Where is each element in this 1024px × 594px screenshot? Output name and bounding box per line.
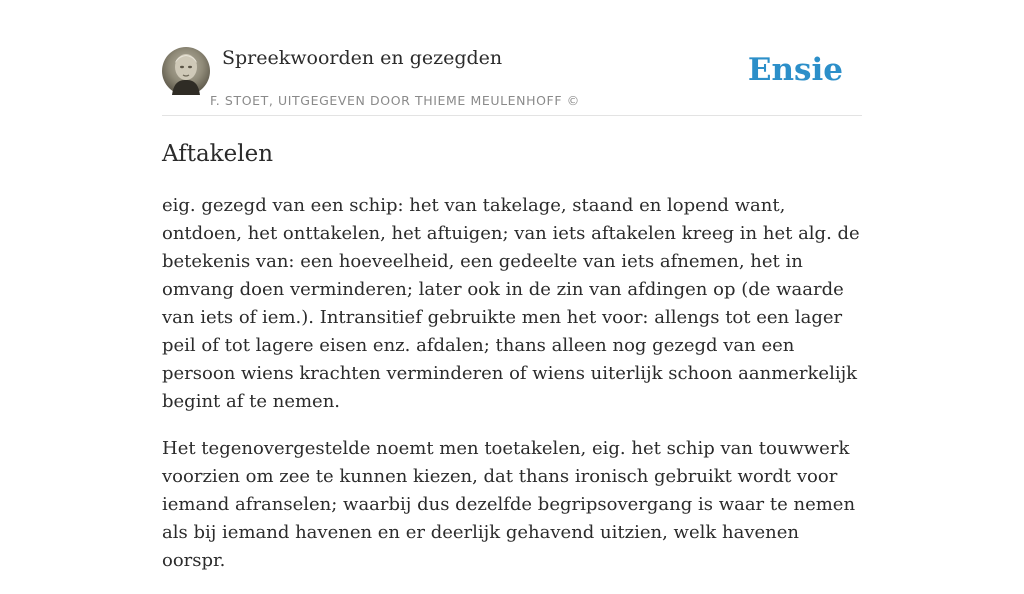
book-title[interactable]: Spreekwoorden en gezegden bbox=[222, 47, 503, 69]
author-avatar[interactable] bbox=[162, 47, 210, 95]
author-portrait-icon bbox=[162, 47, 210, 95]
entry-paragraph: Het tegenovergestelde noemt men toetakelen, eig. het schip van touwwerk voorzien om zee te kunnen kiezen, dat thans ironisch gebruikt wordt voor iemand afranselen; waarbij dus dezelfde begripsovergang is waar te nemen als bij iemand havenen en er deerlijk gehavend uitzien, welk havenen oorspr. bbox=[162, 438, 856, 571]
entry-paragraph: eig. gezegd van een schip: het van takelage, staand en lopend want, ontdoen, het onttakelen, het aftuigen; van iets aftakelen kreeg in het alg. de betekenis van: een hoeveelheid, een gedeelte van iets afnemen, het in omvang doen verminderen; later ook in de zin van afdingen op (de waarde van iets of iem.). Intransitief gebruikte men het voor: allengs tot een lager peil of tot lagere eisen enz. afdalen; thans alleen nog gezegd van een persoon wiens krachten verminderen of wiens uiterlijk schoon aanmerkelijk begint af te nemen. bbox=[162, 195, 860, 412]
ensie-logo[interactable]: Ensie bbox=[747, 52, 843, 88]
source-header bbox=[162, 46, 862, 116]
publisher-source: F. STOET, UITGEGEVEN DOOR THIEME MEULENHOFF © bbox=[210, 93, 580, 108]
entry-body bbox=[162, 192, 867, 594]
entry-term: Aftakelen bbox=[162, 141, 274, 167]
